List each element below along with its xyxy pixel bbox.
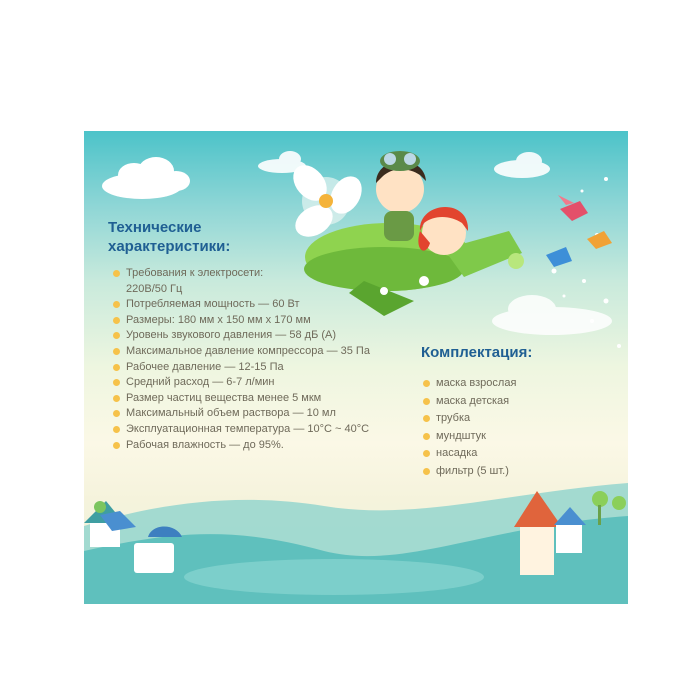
cloud-right xyxy=(494,152,550,178)
kit-item: мундштук xyxy=(421,428,516,446)
bullet-icon xyxy=(113,332,120,339)
kit-item: насадка xyxy=(421,445,516,463)
bullet-icon xyxy=(113,270,120,277)
kit-title: Комплектация: xyxy=(421,344,533,361)
spec-item: Эксплуатационная температура — 10°С ~ 40°С xyxy=(111,422,370,438)
bullet-icon xyxy=(113,364,120,371)
bullet-icon xyxy=(113,395,120,402)
bird-blue xyxy=(546,247,572,267)
bird-orange xyxy=(587,231,612,249)
bullet-icon xyxy=(423,468,430,475)
bullet-icon xyxy=(113,426,120,433)
kit-list xyxy=(421,375,516,480)
spec-item: Рабочая влажность — до 95%. xyxy=(111,438,370,454)
bullet-icon xyxy=(423,450,430,457)
bullet-icon xyxy=(423,398,430,405)
hill-highlight xyxy=(184,559,484,595)
spec-item: Средний расход — 6-7 л/мин xyxy=(111,375,370,391)
bullet-icon xyxy=(423,433,430,440)
spec-item: Требования к электросети: xyxy=(111,266,370,282)
kit-item: маска детская xyxy=(421,393,516,411)
technical-specs-title: Технические характеристики: xyxy=(108,219,231,255)
spec-item: Размеры: 180 мм х 150 мм х 170 мм xyxy=(111,313,370,329)
spec-item: Уровень звукового давления — 58 дБ (А) xyxy=(111,328,370,344)
bullet-icon xyxy=(113,442,120,449)
spec-item: Размер частиц вещества менее 5 мкм xyxy=(111,391,370,407)
technical-specs-list xyxy=(111,266,370,453)
bullet-icon xyxy=(423,380,430,387)
bullet-icon xyxy=(113,410,120,417)
spec-item: Максимальный объем раствора — 10 мл xyxy=(111,406,370,422)
bullet-icon xyxy=(113,317,120,324)
bird-red xyxy=(558,195,588,221)
bullet-icon xyxy=(113,379,120,386)
cloud-left xyxy=(102,157,190,199)
kit-item: фильтр (5 шт.) xyxy=(421,463,516,481)
bullet-icon xyxy=(113,348,120,355)
spec-item: 220В/50 Гц xyxy=(126,282,183,295)
cloud-lower-right xyxy=(492,295,612,335)
spec-item: Потребляемая мощность — 60 Вт xyxy=(111,297,370,313)
package-side-panel xyxy=(84,131,628,604)
kit-item: трубка xyxy=(421,410,516,428)
kit-item: маска взрослая xyxy=(421,375,516,393)
spec-item: Максимальное давление компрессора — 35 Па xyxy=(111,344,370,360)
bullet-icon xyxy=(113,301,120,308)
spec-item: Рабочее давление — 12-15 Па xyxy=(111,360,370,376)
bullet-icon xyxy=(423,415,430,422)
